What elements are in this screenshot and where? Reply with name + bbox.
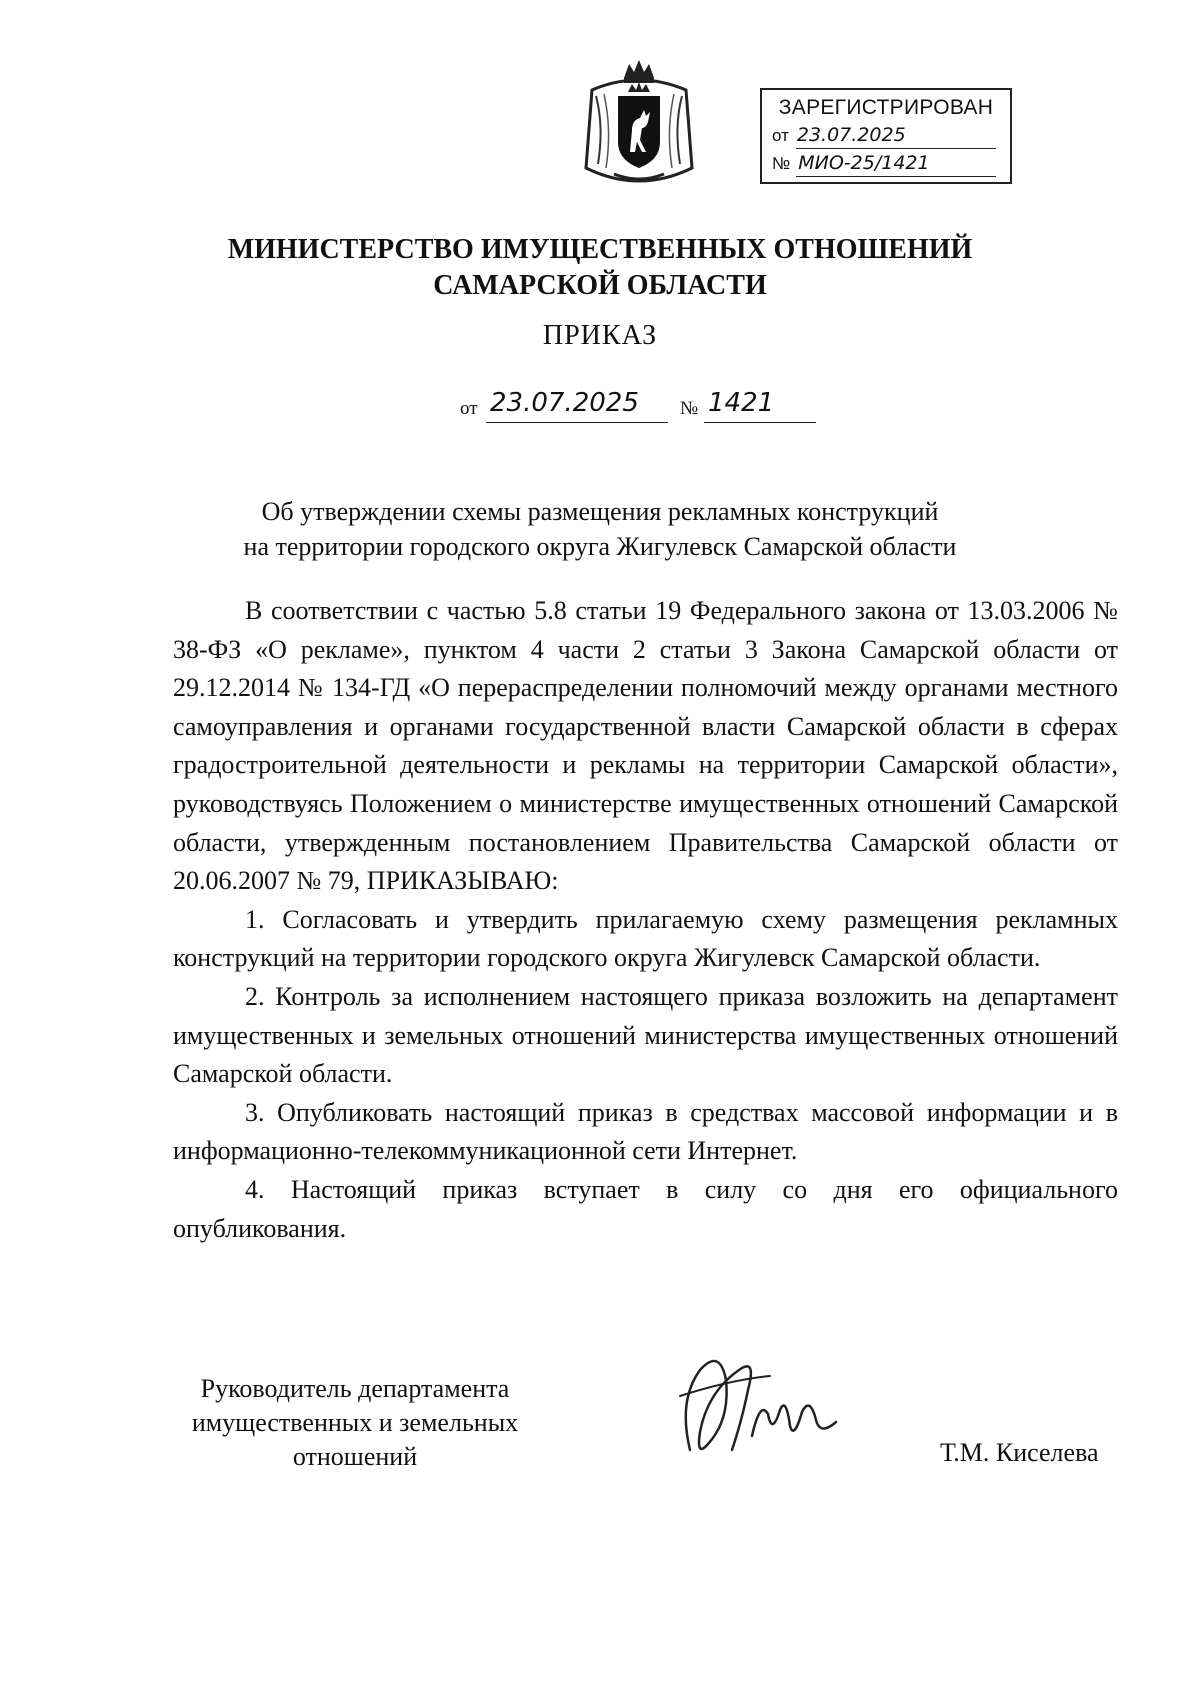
registration-number-value: МИО-25/1421	[798, 152, 930, 174]
coat-of-arms-emblem	[574, 56, 704, 194]
signatory-role	[150, 1372, 560, 1474]
order-item-1: 1. Согласовать и утвердить прилагаемую схему размещения рекламных конструкций на территории городского округа Жигулевск Самарской области.	[173, 904, 1118, 973]
registration-number-underline	[796, 176, 996, 177]
order-subject	[0, 494, 1200, 564]
signatory-role-line3: отношений	[292, 1442, 418, 1471]
ministry-name-line2: САМАРСКОЙ ОБЛАСТИ	[433, 270, 767, 301]
order-subject-line2: на территории городского округа Жигулевск Самарской области	[243, 532, 957, 561]
registration-date-label: от	[772, 126, 789, 145]
registration-stamp	[760, 88, 1012, 184]
registration-stamp-title: ЗАРЕГИСТРИРОВАН	[778, 96, 994, 119]
registration-date-row	[772, 124, 906, 146]
order-item-2: 2. Контроль за исполнением настоящего приказа возложить на департамент имущественных и земельных отношений министерства имущественных отношений Самарской области.	[173, 981, 1118, 1089]
order-number-value: 1421	[708, 388, 775, 418]
handwritten-signature	[660, 1340, 860, 1480]
order-item-4: 4. Настоящий приказ вступает в силу со дня его официального опубликования.	[173, 1174, 1118, 1243]
order-date-number	[460, 388, 820, 424]
order-body	[173, 592, 1118, 1248]
order-number-label: №	[680, 398, 699, 419]
order-date-underline	[486, 422, 668, 423]
order-date-value: 23.07.2025	[490, 388, 639, 418]
ministry-name-line1: МИНИСТЕРСТВО ИМУЩЕСТВЕННЫХ ОТНОШЕНИЙ	[227, 234, 973, 265]
order-number-underline	[704, 422, 816, 423]
document-type: ПРИКАЗ	[542, 320, 658, 351]
signatory-role-line1: Руководитель департамента	[200, 1374, 510, 1403]
registration-date-value: 23.07.2025	[796, 124, 906, 146]
order-item-3: 3. Опубликовать настоящий приказ в средствах массовой информации и в информационно-телекоммуникационной сети Интернет.	[173, 1097, 1118, 1166]
order-subject-line1: Об утверждении схемы размещения рекламных конструкций	[261, 497, 939, 526]
order-date-label: от	[460, 398, 478, 419]
registration-number-label: №	[772, 154, 791, 173]
signatory-role-line2: имущественных и земельных	[191, 1408, 519, 1437]
signatory-name: Т.М. Киселева	[940, 1438, 1099, 1467]
registration-date-underline	[796, 148, 996, 149]
registration-number-row	[772, 152, 930, 174]
ministry-name	[0, 232, 1200, 304]
order-preamble: В соответствии с частью 5.8 статьи 19 Федерального закона от 13.03.2006 № 38-ФЗ «О рекламе», пунктом 4 части 2 статьи 3 Закона Самарской области от 29.12.2014 № 134-ГД «О перераспределении полномочий между органами местного самоуправления и органами государственной власти Самарской области в сферах градостроительной деятельности и рекламы на территории Самарской области», руководствуясь Положением о министерстве имущественных отношений Самарской области, утвержденным постановлением Правительства Самарской области от 20.06.2007 № 79, ПРИКАЗЫВАЮ:	[173, 596, 1118, 896]
